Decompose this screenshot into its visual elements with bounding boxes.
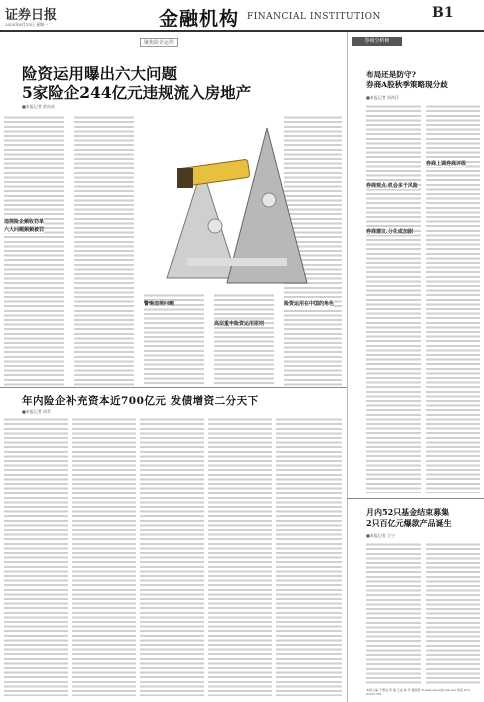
issue-date: 2020年6月15日 星期一 — [5, 22, 49, 27]
main-headline-line2: 5家险企244亿元违规流入房地产 — [22, 83, 252, 102]
right-byline: ■本报记者 周尚仔 — [366, 95, 400, 100]
main-headline — [22, 64, 251, 102]
right-headline-line2: 券商A股秋季策略现分歧 — [366, 80, 448, 89]
section-divider — [0, 387, 347, 388]
page-footer: 本版主编 于德良 责 编 王成 制 作 董春燕 E-mail:zmzx@zqrb.net 电话 010-83251785 — [366, 688, 471, 696]
right-column-header: 券商分析师 — [352, 37, 402, 46]
right-subhead-1: 券商观点:机会多于风险 — [366, 183, 418, 189]
subhead-5: 险资运用在中国的角色 — [284, 301, 335, 307]
fund-headline — [366, 507, 452, 529]
right-divider — [347, 498, 484, 499]
second-text-column-1 — [4, 416, 68, 696]
main-headline-line1: 险资运用曝出六大问题 — [22, 64, 178, 83]
second-headline: 年内险企补充资本近700亿元 发债增资二分天下 — [22, 395, 259, 407]
right-text-column-1 — [366, 103, 421, 493]
story-tag: 聚焦险企运作 — [140, 38, 178, 47]
second-text-column-5 — [276, 416, 342, 696]
fund-text-column-1 — [366, 541, 421, 685]
second-text-column-2 — [72, 416, 136, 696]
illustration — [157, 108, 317, 288]
masthead: 证券日报 — [5, 8, 58, 23]
section-title: 金融机构 — [159, 8, 240, 30]
fund-text-column-2 — [426, 541, 480, 685]
section-title-en: FINANCIAL INSTITUTION — [247, 12, 381, 22]
text-column-2 — [74, 114, 134, 386]
main-byline: ■本报记者 苏向杲 — [22, 104, 56, 109]
second-text-column-3 — [140, 416, 204, 696]
fund-headline-line1: 月内52只基金结束募集 — [366, 507, 450, 517]
text-column-1 — [4, 114, 64, 386]
page-number: B1 — [432, 5, 454, 21]
right-subhead-2: 券商建议:分化或加剧 — [366, 229, 413, 235]
text-column-4 — [214, 292, 274, 386]
right-headline — [366, 70, 448, 90]
fund-headline-line2: 2只百亿元爆款产品诞生 — [366, 518, 452, 528]
second-text-column-4 — [208, 416, 272, 696]
subhead-1: 违规险企频收罚单 — [4, 219, 45, 225]
subhead-2: 六大问题频频被罚 — [4, 227, 45, 233]
subhead-4: 高层重申险资运用原则 — [214, 321, 265, 327]
second-byline: ■本报记者 周萃 — [22, 409, 52, 414]
right-headline-line1: 布局还是防守? — [366, 70, 417, 79]
right-subhead-3: 券商上调券商评级 — [426, 161, 467, 167]
subhead-3: 警惕违规问题 — [144, 301, 175, 307]
fund-byline: ■本报记者 王宁 — [366, 533, 396, 538]
